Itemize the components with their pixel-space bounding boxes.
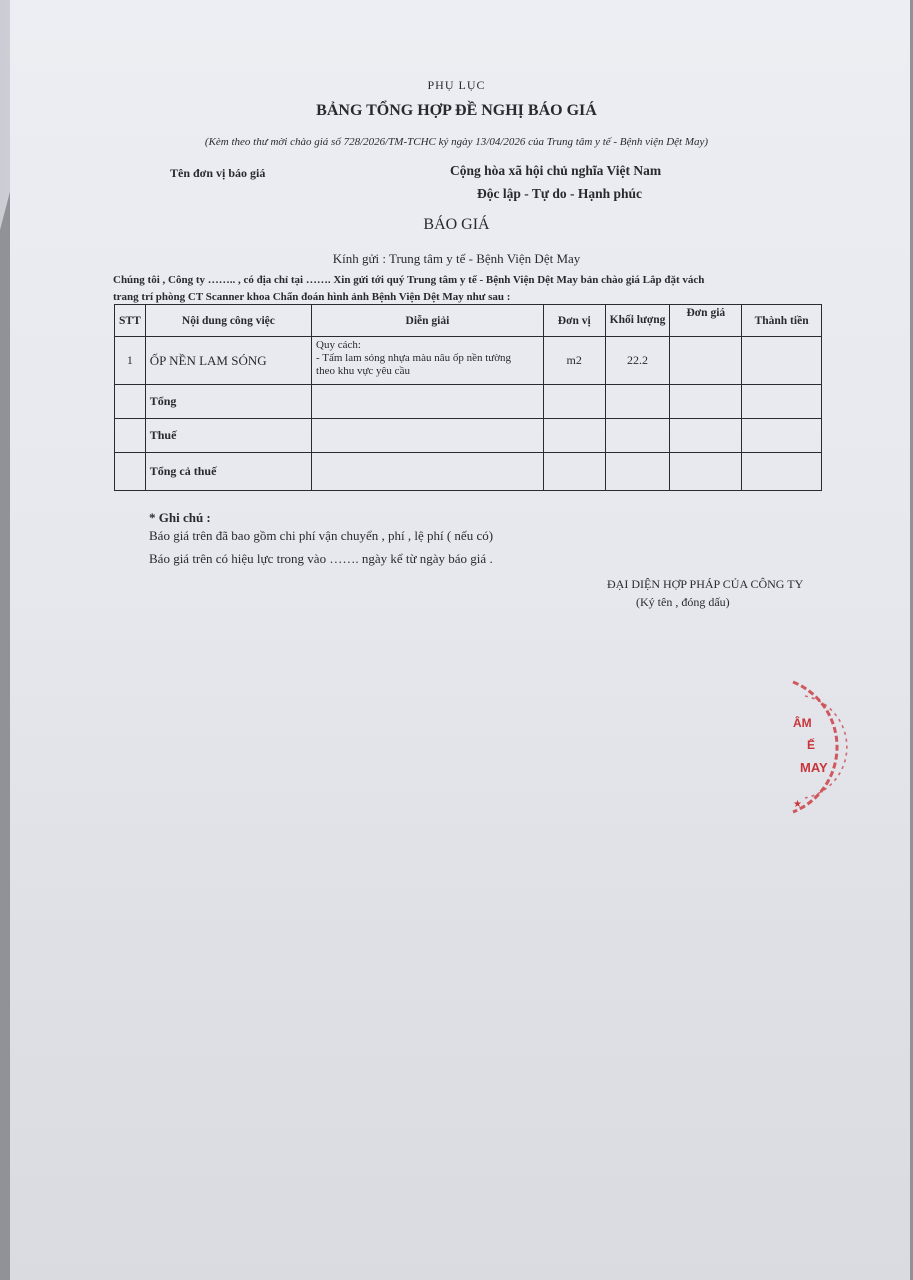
appendix-label: PHỤ LỤC [427, 78, 486, 92]
header-amount: Thành tiền [742, 305, 822, 337]
header-unit-price: Đơn giá [670, 305, 742, 337]
quote-table [114, 304, 822, 491]
attached-note: (Kèm theo thư mời chào giá số 728/2026/TM-TCHC ký ngày 13/04/2026 của Trung tâm y tế - Bệnh viện Dệt May) [204, 136, 709, 148]
tax-row [115, 419, 822, 453]
signature-title: ĐẠI DIỆN HỢP PHÁP CỦA CÔNG TY [607, 577, 804, 591]
document-page [10, 0, 910, 1280]
total-row [115, 385, 822, 419]
row-stt: 1 [115, 337, 146, 385]
svg-text:★: ★ [793, 799, 802, 810]
stamp-seal [783, 672, 873, 822]
row-description [312, 337, 544, 385]
table-header-row [115, 305, 822, 337]
description-line: Quy cách: [316, 339, 361, 351]
row-unit-price [670, 337, 742, 385]
table-row [115, 337, 822, 385]
note-line-2: Báo giá trên có hiệu lực trong vào ……. ngày kể từ ngày báo giá . [149, 551, 493, 566]
doc-title: BÁO GIÁ [423, 216, 490, 233]
tax-label: Thuế [145, 419, 311, 453]
notes-heading: * Ghi chú : [149, 510, 211, 525]
intro-line-1: Chúng tôi , Công ty …….. , có địa chỉ tại ……. Xin gửi tới quý Trung tâm y tế - Bệnh Viện Dệt May bản chào giá Lắp đặt vách [113, 274, 705, 286]
stamp-text-1: ÂM [793, 716, 812, 730]
company-stamp [783, 672, 873, 822]
grand-total-row [115, 453, 822, 491]
row-amount [742, 337, 822, 385]
recipient-line: Kính gửi : Trung tâm y tế - Bệnh Viện Dệt May [332, 251, 581, 266]
signature-note: (Ký tên , đóng dấu) [636, 595, 730, 609]
row-name: ỐP NỀN LAM SÓNG [145, 337, 311, 385]
grand-total-label: Tổng cả thuế [145, 453, 311, 491]
unit-label: Tên đơn vị báo giá [170, 166, 266, 180]
header-quantity: Khối lượng [605, 305, 670, 337]
header-unit: Đơn vị [543, 305, 605, 337]
note-line-1: Báo giá trên đã bao gồm chi phí vận chuyển , phí , lệ phí ( nếu có) [149, 528, 494, 543]
row-quantity: 22.2 [605, 337, 670, 385]
header-content: Nội dung công việc [145, 305, 311, 337]
description-line: - Tấm lam sóng nhựa màu nâu ốp nền tường [316, 352, 512, 365]
description-line: theo khu vực yêu cầu [316, 365, 410, 378]
motto-label: Độc lập - Tự do - Hạnh phúc [477, 186, 643, 201]
nation-label: Cộng hòa xã hội chủ nghĩa Việt Nam [450, 163, 662, 178]
stamp-text-2: Ế [807, 738, 816, 752]
intro-line-2: trang trí phòng CT Scanner khoa Chẩn đoán hình ảnh Bệnh Viện Dệt May như sau : [113, 291, 511, 303]
row-unit: m2 [543, 337, 605, 385]
stamp-text-3: MAY [800, 760, 828, 775]
total-label: Tổng [145, 385, 311, 419]
document-heading: BẢNG TỔNG HỢP ĐỀ NGHỊ BÁO GIÁ [316, 102, 597, 119]
header-stt: STT [115, 305, 146, 337]
header-description: Diễn giải [312, 305, 544, 337]
